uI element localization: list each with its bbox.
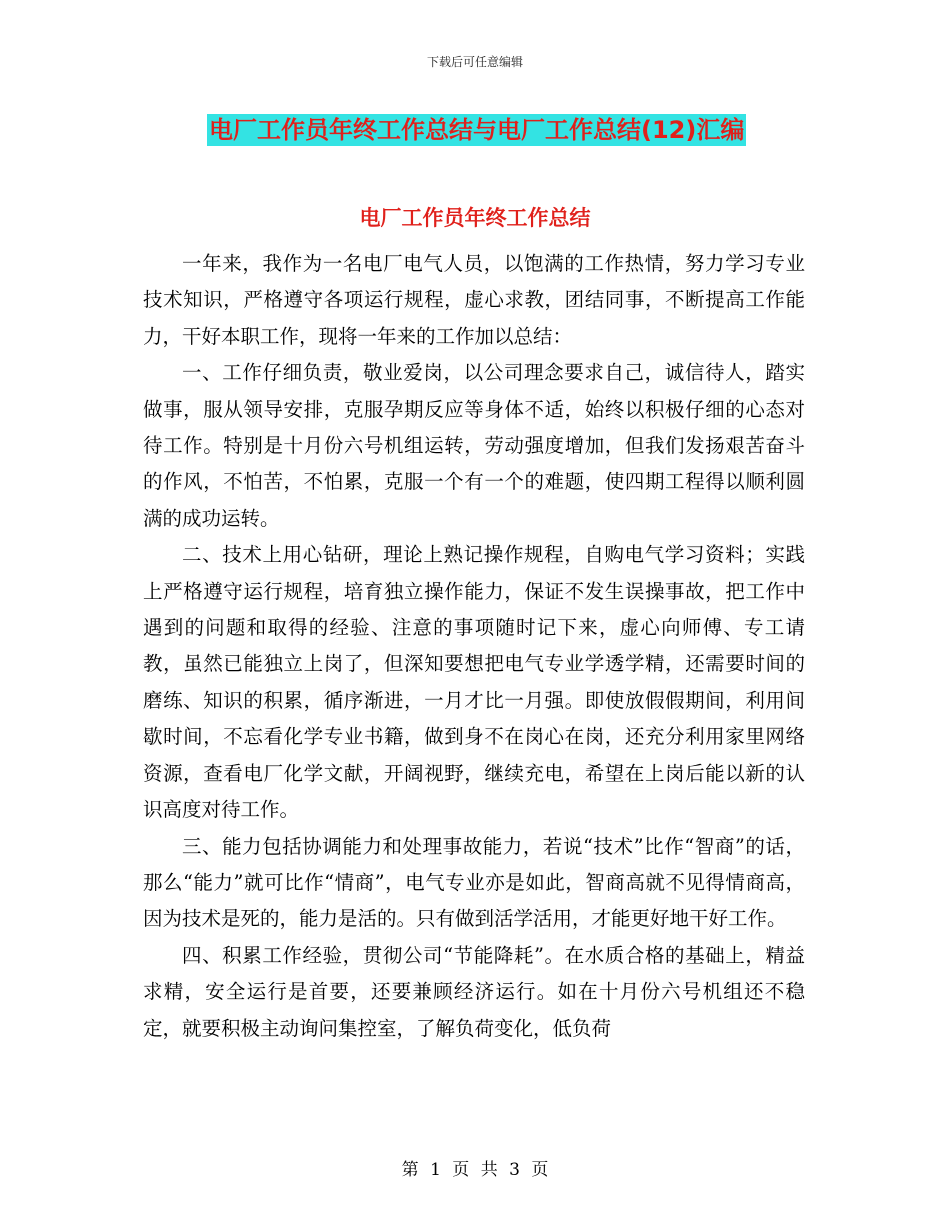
document-title: 电厂工作员年终工作总结与电厂工作总结(12)汇编 bbox=[209, 116, 745, 144]
paragraph-point-3: 三、能力包括协调能力和处理事故能力，若说“技术”比作“智商”的话，那么“能力”就可比作“情商”，电气专业亦是如此，智商高就不见得情商高，因为技术是死的，能力是活的。只有做到活学活用，才能更好地干好工作。 bbox=[143, 834, 805, 931]
document-body bbox=[143, 246, 805, 1047]
paragraph-point-4: 四、积累工作经验，贯彻公司“节能降耗”。在水质合格的基础上，精益求精，安全运行是首要，还要兼顾经济运行。如在十月份六号机组还不稳定，就要积极主动询问集控室，了解负荷变化，低负荷 bbox=[143, 943, 805, 1040]
paragraph-point-1: 一、工作仔细负责，敬业爱岗，以公司理念要求自己，诚信待人，踏实做事，服从领导安排，克服孕期反应等身体不适，始终以积极仔细的心态对待工作。特别是十月份六号机组运转，劳动强度增加，但我们发扬艰苦奋斗的作风，不怕苦，不怕累，克服一个有一个的难题，使四期工程得以顺利圆满的成功运转。 bbox=[143, 361, 805, 530]
page-number-footer: 第 1 页 共 3 页 bbox=[401, 1160, 549, 1180]
paragraph-intro: 一年来，我作为一名电厂电气人员，以饱满的工作热情，努力学习专业技术知识，严格遵守各项运行规程，虚心求教，团结同事，不断提高工作能力，干好本职工作，现将一年来的工作加以总结： bbox=[143, 252, 805, 348]
paragraph-point-2: 二、技术上用心钻研，理论上熟记操作规程，自购电气学习资料；实践上严格遵守运行规程，培育独立操作能力，保证不发生误操事故，把工作中遇到的问题和取得的经验、注意的事项随时记下来，虚心向师傅、专工请教，虽然已能独立上岗了，但深知要想把电气专业学透学精，还需要时间的磨练、知识的积累，循序渐进，一月才比一月强。即使放假假期间，利用间歇时间，不忘看化学专业书籍，做到身不在岗心在岗，还充分利用家里网络资源，查看电厂化学文献，开阔视野，继续充电，希望在上岗后能以新的认识高度对待工作。 bbox=[143, 543, 805, 822]
page-header-note: 下载后可任意编辑 bbox=[426, 55, 523, 69]
section-title: 电厂工作员年终工作总结 bbox=[359, 206, 591, 230]
